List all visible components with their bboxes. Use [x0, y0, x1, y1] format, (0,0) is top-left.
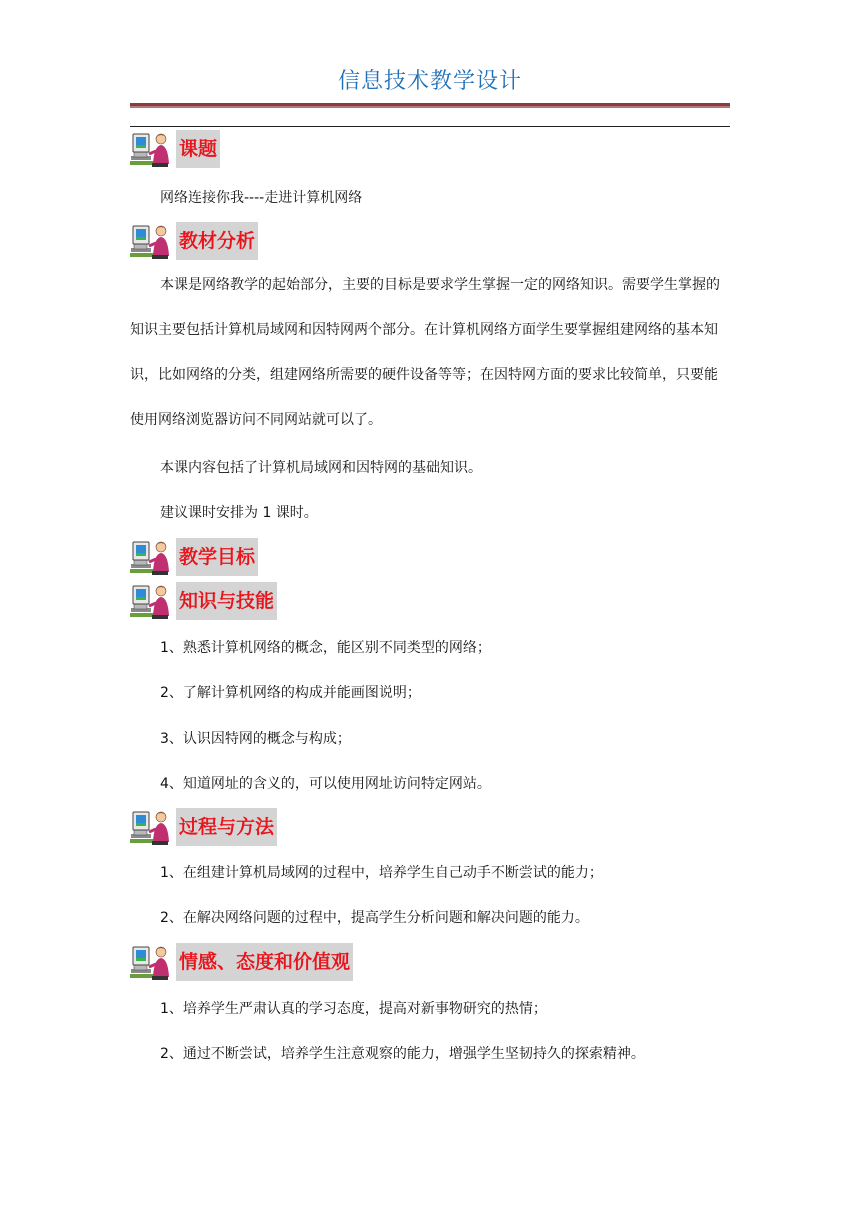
section-heading-emotion-values [130, 943, 353, 981]
list-item: 1、培养学生严肃认真的学习态度，提高对新事物研究的热情； [160, 1001, 547, 1017]
list-item: 2、通过不断尝试，培养学生注意观察的能力，增强学生坚韧持久的探索精神。 [160, 1046, 645, 1062]
section-heading-knowledge-skills [130, 582, 277, 620]
list-item: 2、了解计算机网络的构成并能画图说明； [160, 685, 421, 701]
analysis-content: 本课内容包括了计算机局域网和因特网的基础知识。 [160, 460, 482, 476]
list-item: 2、在解决网络问题的过程中，提高学生分析问题和解决问题的能力。 [160, 910, 589, 926]
topic-text: 网络连接你我----走进计算机网络 [160, 190, 363, 206]
list-item: 1、在组建计算机局域网的过程中，培养学生自己动手不断尝试的能力； [160, 865, 603, 881]
analysis-paragraph: 本课是网络教学的起始部分，主要的目标是要求学生掌握一定的网络知识。需要学生掌握的知识主要包括计算机局域网和因特网两个部分。在计算机网络方面学生要掌握组建网络的基本知识，比如网络的分类，组建网络所需要的硬件设备等等；在因特网方面的要求比较简单，只要能使用网络浏览器访问不同网站就可以了。 [130, 277, 720, 428]
section-heading-label: 情感、态度和价值观 [176, 943, 353, 981]
person-computer-icon [130, 222, 170, 260]
section-heading-label: 过程与方法 [176, 808, 277, 846]
section-heading-label: 课题 [176, 130, 220, 168]
person-computer-icon [130, 943, 170, 981]
header-rule [130, 103, 730, 108]
analysis-hours: 建议课时安排为 1 课时。 [160, 505, 318, 521]
section-heading-analysis [130, 222, 258, 260]
person-computer-icon [130, 582, 170, 620]
section-heading-process-methods [130, 808, 277, 846]
list-item: 1、熟悉计算机网络的概念，能区别不同类型的网络； [160, 640, 491, 656]
person-computer-icon [130, 538, 170, 576]
section-heading-label: 教材分析 [176, 222, 258, 260]
section-heading-label: 教学目标 [176, 538, 258, 576]
header-divider [130, 126, 730, 127]
section-heading-goals [130, 538, 258, 576]
person-computer-icon [130, 130, 170, 168]
list-item: 4、知道网址的含义的，可以使用网址访问特定网站。 [160, 776, 491, 792]
list-item: 3、认识因特网的概念与构成； [160, 731, 351, 747]
page-title: 信息技术教学设计 [337, 69, 522, 94]
person-computer-icon [130, 808, 170, 846]
section-heading-label: 知识与技能 [176, 582, 277, 620]
section-heading-topic [130, 130, 220, 168]
